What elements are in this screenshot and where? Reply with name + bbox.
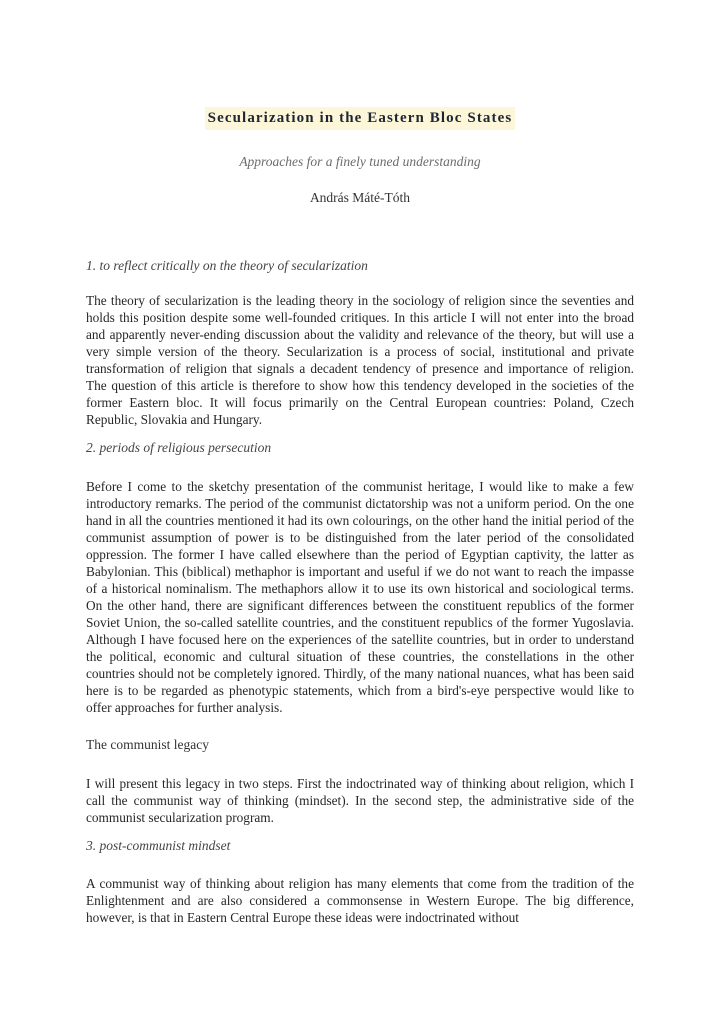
section-paragraph: A communist way of thinking about religion has many elements that come from the tradition of the Enlightenment and are also considered a commonsense in Western Europe. The big difference, however, is that in Eastern Central Europe these ideas were indoctrinated without: [86, 876, 634, 925]
document-author: András Máté-Tóth: [309, 190, 411, 205]
section-heading: 1. to reflect critically on the theory of secularization: [86, 258, 368, 273]
section-paragraph: The theory of secularization is the leading theory in the sociology of religion since the seventies and holds this position despite some well-founded critiques. In this article I will not enter into the broad and apparently never-ending discussion about the validity and relevance of the theory, but will use a very simple version of the theory. Secularization is a process of social, institutional and private transformation of religion that signals a decadent tendency of presence and importance of religion. The question of this article is therefore to show how this tendency developed in the societies of the former Eastern bloc. It will focus primarily on the Central European countries: Poland, Czech Republic, Slovakia and Hungary.: [86, 293, 634, 427]
section-heading: 3. post-communist mindset: [86, 838, 231, 853]
section-paragraph: Before I come to the sketchy presentation of the communist heritage, I would like to make a few introductory remarks. The period of the communist dictatorship was not a uniform period. On the one hand in all the countries mentioned it had its own colourings, on the other hand the initial period of the communist assumption of power is to be distinguished from the later period of the consolidated oppression. The former I have called elsewhere than the period of Egyptian captivity, the latter as Babylonian. This (biblical) methaphor is important and useful if we do not want to reach the impasse of a historical nominalism. The methaphors allow it to use its own historical and sociological terms. On the other hand, there are significant differences between the constituent republics of the former Soviet Union, the so-called satellite countries, and the constituent republics of the former Yugoslavia. Although I have focused here on the experiences of the satellite countries, but in order to understand the political, economic and cultural situation of these countries, the constellations in the other countries should not be completely ignored. Thirdly, of the many national nuances, what has been said here is to be regarded as phenotypic statements, which from a bird's-eye perspective would like to offer approaches for further analysis.: [86, 479, 634, 715]
document-title: Secularization in the Eastern Bloc States: [205, 107, 516, 130]
document-subtitle: Approaches for a finely tuned understanding: [239, 154, 481, 169]
section-heading: 2. periods of religious persecution: [86, 440, 272, 455]
section-paragraph: I will present this legacy in two steps. First the indoctrinated way of thinking about religion, which I call the communist way of thinking (mindset). In the second step, the administrative side of the communist secularization program.: [86, 776, 634, 825]
title-block: [86, 107, 634, 131]
section-heading: The communist legacy: [86, 737, 209, 752]
